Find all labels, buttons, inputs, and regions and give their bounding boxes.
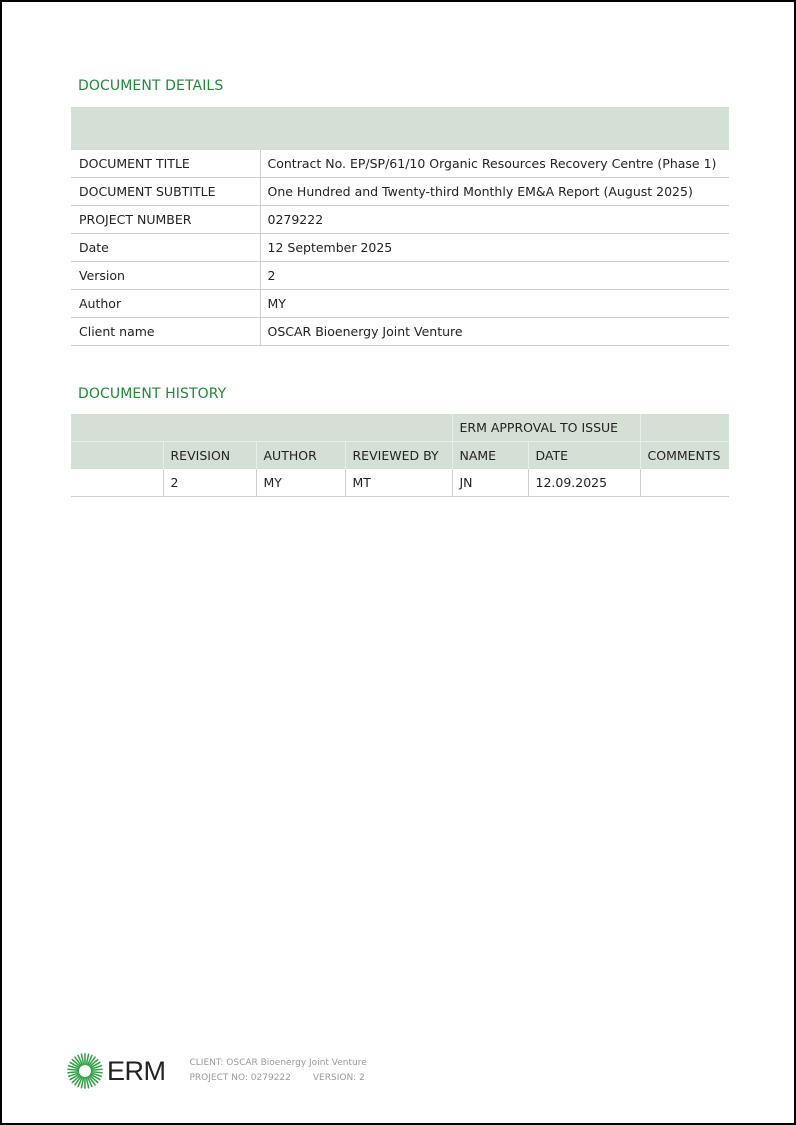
history-cell-date: 12.09.2025 xyxy=(528,469,640,497)
history-group-header-row xyxy=(71,414,729,442)
history-group-spacer xyxy=(71,414,452,442)
details-row xyxy=(71,290,729,318)
column-header-author: AUTHOR xyxy=(256,442,345,470)
details-row xyxy=(71,262,729,290)
details-row xyxy=(71,178,729,206)
page-footer xyxy=(66,1051,367,1091)
column-header-reviewed-by: REVIEWED BY xyxy=(345,442,452,470)
document-history-table xyxy=(71,414,729,497)
details-row xyxy=(71,150,729,178)
details-label: Date xyxy=(71,234,260,262)
erm-approval-group-header: ERM APPROVAL TO ISSUE xyxy=(452,414,640,442)
details-header-band xyxy=(71,107,729,150)
history-row xyxy=(71,469,729,497)
document-details-heading: DOCUMENT DETAILS xyxy=(78,78,224,94)
sunburst-logo-icon xyxy=(66,1052,104,1090)
details-label: Client name xyxy=(71,318,260,346)
history-cell-blank xyxy=(71,469,163,497)
details-value: OSCAR Bioenergy Joint Venture xyxy=(260,318,729,346)
details-label: PROJECT NUMBER xyxy=(71,206,260,234)
details-label: Version xyxy=(71,262,260,290)
footer-project-line xyxy=(190,1071,367,1086)
history-cell-name: JN xyxy=(452,469,528,497)
history-group-spacer xyxy=(640,414,729,442)
column-header-blank xyxy=(71,442,163,470)
details-value: 2 xyxy=(260,262,729,290)
history-cell-comments xyxy=(640,469,729,497)
details-row xyxy=(71,318,729,346)
column-header-date: DATE xyxy=(528,442,640,470)
details-value: 12 September 2025 xyxy=(260,234,729,262)
column-header-name: NAME xyxy=(452,442,528,470)
details-label: Author xyxy=(71,290,260,318)
footer-version: VERSION: 2 xyxy=(312,1073,365,1083)
footer-meta xyxy=(190,1056,367,1086)
history-column-header-row xyxy=(71,442,729,470)
details-value: One Hundred and Twenty-third Monthly EM&A Report (August 2025) xyxy=(260,178,729,206)
history-cell-author: MY xyxy=(256,469,345,497)
details-row xyxy=(71,206,729,234)
erm-logo-text: ERM xyxy=(107,1055,166,1086)
details-value: 0279222 xyxy=(260,206,729,234)
details-label: DOCUMENT TITLE xyxy=(71,150,260,178)
history-cell-reviewed-by: MT xyxy=(345,469,452,497)
details-value: Contract No. EP/SP/61/10 Organic Resources Recovery Centre (Phase 1) xyxy=(260,150,729,178)
details-label: DOCUMENT SUBTITLE xyxy=(71,178,260,206)
column-header-revision: REVISION xyxy=(163,442,256,470)
document-history-heading: DOCUMENT HISTORY xyxy=(78,386,227,402)
document-details-table xyxy=(71,107,729,346)
column-header-comments: COMMENTS xyxy=(640,442,729,470)
details-row xyxy=(71,234,729,262)
footer-client: CLIENT: OSCAR Bioenergy Joint Venture xyxy=(189,1058,367,1068)
details-value: MY xyxy=(260,290,729,318)
footer-project-no: PROJECT NO: 0279222 xyxy=(189,1073,291,1083)
history-cell-revision: 2 xyxy=(163,469,256,497)
